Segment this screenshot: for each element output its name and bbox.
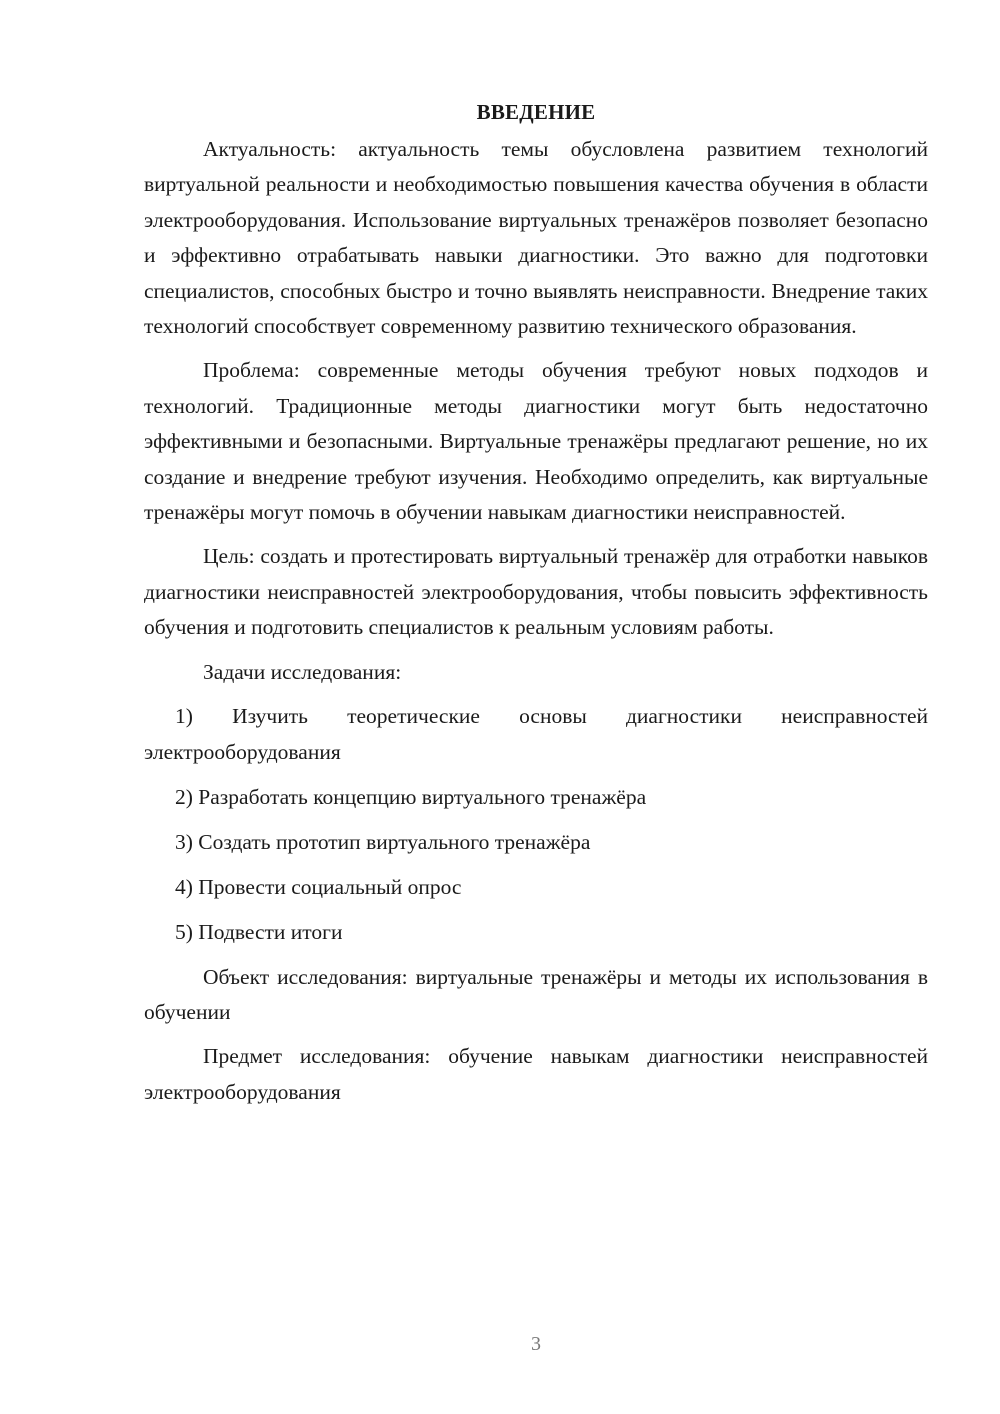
goal-paragraph: Цель: создать и протестировать виртуальный тренажёр для отработки навыков диагностики неисправностей электрооборудования, чтобы повысить эффективность обучения и подготовить специалистов к реальным условиям работы.: [144, 544, 928, 640]
relevance-paragraph: Актуальность: актуальность темы обусловлена развитием технологий виртуальной реальности и необходимостью повышения качества обучения в области электрооборудования. Использование виртуальных тренажёров позволяет безопасно и эффективно отрабатывать навыки диагностики. Это важно для подготовки специалистов, способных быстро и точно выявлять неисправности. Внедрение таких технологий способствует современному развитию технического образования.: [144, 137, 928, 339]
task-item: 3) Создать прототип виртуального тренажёра: [175, 829, 591, 854]
task-item: 5) Подвести итоги: [175, 919, 343, 944]
tasks-list: [144, 699, 928, 950]
tasks-heading: Задачи исследования:: [203, 659, 402, 684]
page-content: [144, 95, 928, 1119]
task-item: 4) Провести социальный опрос: [175, 874, 462, 899]
task-item: 2) Разработать концепцию виртуального тренажёра: [175, 784, 647, 809]
page-number: 3: [531, 1333, 541, 1355]
research-subject-paragraph: Предмет исследования: обучение навыкам диагностики неисправностей электрооборудования: [144, 1044, 928, 1104]
task-item: 1) Изучить теоретические основы диагностики неисправностей электрооборудования: [144, 704, 928, 764]
section-title: ВВЕДЕНИЕ: [476, 100, 596, 124]
problem-paragraph: Проблема: современные методы обучения требуют новых подходов и технологий. Традиционные методы диагностики могут быть недостаточно эффективными и безопасными. Виртуальные тренажёры предлагают решение, но их создание и внедрение требуют изучения. Необходимо определить, как виртуальные тренажёры могут помочь в обучении навыкам диагностики неисправностей.: [144, 358, 928, 525]
research-object-paragraph: Объект исследования: виртуальные тренажёры и методы их использования в обучении: [144, 964, 928, 1024]
